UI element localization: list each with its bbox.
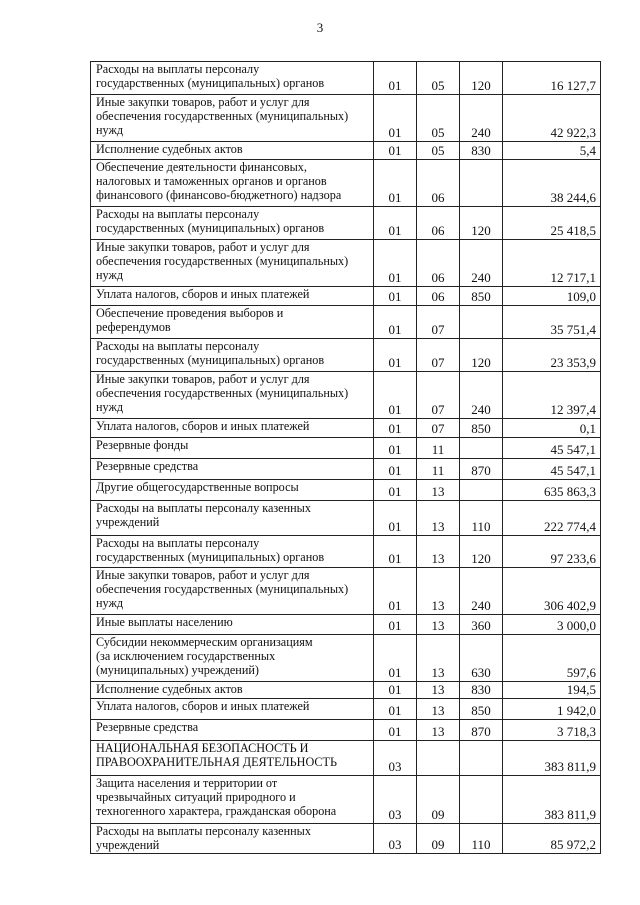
subsection-code: 06: [431, 190, 445, 205]
section-code: 01: [388, 355, 402, 370]
section-code: 01: [388, 618, 402, 633]
table-row: [91, 459, 601, 480]
expense-name-cell: [91, 720, 374, 741]
amount-cell: [503, 741, 601, 776]
section-code-cell: [374, 682, 417, 699]
subsection-code-cell: [417, 372, 460, 419]
page-number: 3: [316, 20, 324, 35]
expense-type-code: 830: [471, 682, 491, 697]
amount-cell: [503, 615, 601, 635]
section-code-cell: [374, 615, 417, 635]
expense-type-code-cell: [460, 438, 503, 459]
expense-type-code-cell: [460, 419, 503, 438]
amount-cell: [503, 459, 601, 480]
amount: 3 718,3: [557, 724, 596, 739]
table-row: [91, 240, 601, 287]
table-row: [91, 824, 601, 854]
amount: 23 353,9: [550, 355, 596, 370]
expense-name: Иные закупки товаров, работ и услуг для обеспечения государственных (муниципальных) нужд: [96, 372, 349, 414]
expense-type-code-cell: [460, 95, 503, 142]
subsection-code: 13: [431, 665, 445, 680]
section-code-cell: [374, 741, 417, 776]
amount-cell: [503, 142, 601, 160]
expense-name-cell: [91, 699, 374, 720]
section-code-cell: [374, 240, 417, 287]
amount: 85 972,2: [550, 837, 596, 852]
amount-cell: [503, 635, 601, 682]
expense-name-cell: [91, 568, 374, 615]
expense-name: Расходы на выплаты персоналу государственных (муниципальных) органов: [96, 207, 325, 235]
expense-type-code: 830: [471, 143, 491, 158]
expense-name: Иные закупки товаров, работ и услуг для обеспечения государственных (муниципальных) нужд: [96, 568, 349, 610]
expense-type-code-cell: [460, 568, 503, 615]
table-row: [91, 62, 601, 95]
section-code: 01: [388, 190, 402, 205]
subsection-code-cell: [417, 142, 460, 160]
expense-name-cell: [91, 741, 374, 776]
expense-name: Иные закупки товаров, работ и услуг для обеспечения государственных (муниципальных) нужд: [96, 95, 349, 137]
expense-name-cell: [91, 62, 374, 95]
amount-cell: [503, 372, 601, 419]
section-code: 01: [388, 322, 402, 337]
expense-type-code-cell: [460, 741, 503, 776]
expense-type-code: 850: [471, 703, 491, 718]
amount: 306 402,9: [544, 598, 596, 613]
expense-name: Резервные фонды: [96, 438, 189, 452]
table-row: [91, 682, 601, 699]
amount-cell: [503, 776, 601, 824]
section-code: 01: [388, 724, 402, 739]
subsection-code-cell: [417, 62, 460, 95]
table-row: [91, 287, 601, 306]
section-code-cell: [374, 824, 417, 854]
expense-type-code: 240: [471, 402, 491, 417]
table-row: [91, 635, 601, 682]
expense-type-code-cell: [460, 306, 503, 339]
amount-cell: [503, 339, 601, 372]
expense-name: Расходы на выплаты персоналу государственных (муниципальных) органов: [96, 536, 325, 564]
expense-type-code: 110: [471, 837, 491, 852]
expense-name-cell: [91, 682, 374, 699]
subsection-code-cell: [417, 635, 460, 682]
expense-type-code-cell: [460, 720, 503, 741]
subsection-code: 13: [431, 598, 445, 613]
subsection-code-cell: [417, 776, 460, 824]
expense-name-cell: [91, 160, 374, 207]
expense-name: Расходы на выплаты персоналу казенных учреждений: [96, 824, 311, 852]
expense-name-cell: [91, 306, 374, 339]
table-row: [91, 339, 601, 372]
amount-cell: [503, 720, 601, 741]
subsection-code-cell: [417, 615, 460, 635]
budget-table: [90, 61, 601, 854]
amount-cell: [503, 419, 601, 438]
expense-name: Иные закупки товаров, работ и услуг для обеспечения государственных (муниципальных) нужд: [96, 240, 349, 282]
subsection-code: 06: [431, 223, 445, 238]
section-code: 01: [388, 78, 402, 93]
subsection-code: 05: [431, 78, 445, 93]
subsection-code-cell: [417, 720, 460, 741]
amount: 35 751,4: [550, 322, 596, 337]
expense-type-code: 850: [471, 421, 491, 436]
table-row: [91, 207, 601, 240]
amount-cell: [503, 699, 601, 720]
expense-type-code-cell: [460, 699, 503, 720]
amount: 12 717,1: [550, 270, 596, 285]
amount: 12 397,4: [550, 402, 596, 417]
expense-name-cell: [91, 339, 374, 372]
expense-type-code: 240: [471, 270, 491, 285]
amount: 45 547,1: [550, 463, 596, 478]
subsection-code-cell: [417, 287, 460, 306]
subsection-code-cell: [417, 339, 460, 372]
subsection-code-cell: [417, 438, 460, 459]
expense-type-code-cell: [460, 459, 503, 480]
section-code-cell: [374, 339, 417, 372]
subsection-code: 07: [431, 322, 445, 337]
expense-type-code: 870: [471, 724, 491, 739]
subsection-code-cell: [417, 536, 460, 568]
expense-type-code-cell: [460, 372, 503, 419]
subsection-code: 06: [431, 270, 445, 285]
amount: 194,5: [566, 682, 596, 697]
table-row: [91, 372, 601, 419]
subsection-code: 05: [431, 143, 445, 158]
section-code: 01: [388, 402, 402, 417]
amount: 45 547,1: [550, 442, 596, 457]
amount-cell: [503, 568, 601, 615]
subsection-code: 05: [431, 125, 445, 140]
amount: 42 922,3: [550, 125, 596, 140]
expense-name-cell: [91, 419, 374, 438]
section-code: 01: [388, 289, 402, 304]
expense-type-code-cell: [460, 287, 503, 306]
section-code-cell: [374, 635, 417, 682]
amount: 0,1: [579, 421, 596, 436]
table-row: [91, 480, 601, 501]
table-row: [91, 160, 601, 207]
expense-name: Исполнение судебных актов: [96, 682, 243, 696]
expense-name-cell: [91, 480, 374, 501]
section-code: 03: [388, 807, 402, 822]
expense-name: Резервные средства: [96, 720, 199, 734]
expense-name: Расходы на выплаты персоналу казенных учреждений: [96, 501, 311, 529]
amount-cell: [503, 682, 601, 699]
expense-type-code-cell: [460, 142, 503, 160]
amount: 109,0: [566, 289, 596, 304]
expense-name: Резервные средства: [96, 459, 199, 473]
amount-cell: [503, 306, 601, 339]
section-code: 01: [388, 223, 402, 238]
section-code-cell: [374, 480, 417, 501]
expense-type-code-cell: [460, 160, 503, 207]
expense-name-cell: [91, 207, 374, 240]
expense-name: Защита населения и территории от чрезвычайных ситуаций природного и техногенного характера, гражданская оборона: [96, 776, 337, 818]
section-code-cell: [374, 536, 417, 568]
expense-name-cell: [91, 142, 374, 160]
expense-name-cell: [91, 95, 374, 142]
expense-name: Расходы на выплаты персоналу государственных (муниципальных) органов: [96, 339, 325, 367]
amount: 383 811,9: [544, 807, 596, 822]
expense-name: Уплата налогов, сборов и иных платежей: [96, 419, 310, 433]
expense-type-code: 110: [471, 519, 491, 534]
expense-name: Другие общегосударственные вопросы: [96, 480, 299, 494]
amount: 5,4: [579, 143, 596, 158]
section-code: 01: [388, 682, 402, 697]
expense-type-code: 870: [471, 463, 491, 478]
expense-name: НАЦИОНАЛЬНАЯ БЕЗОПАСНОСТЬ И ПРАВООХРАНИТЕЛЬНАЯ ДЕЯТЕЛЬНОСТЬ: [96, 741, 337, 769]
subsection-code-cell: [417, 95, 460, 142]
table-row: [91, 142, 601, 160]
subsection-code: 07: [431, 355, 445, 370]
subsection-code: 07: [431, 421, 445, 436]
section-code-cell: [374, 62, 417, 95]
section-code-cell: [374, 776, 417, 824]
section-code: 01: [388, 703, 402, 718]
expense-type-code-cell: [460, 207, 503, 240]
section-code: 01: [388, 270, 402, 285]
expense-name-cell: [91, 635, 374, 682]
amount-cell: [503, 536, 601, 568]
section-code-cell: [374, 207, 417, 240]
section-code-cell: [374, 287, 417, 306]
section-code: 01: [388, 665, 402, 680]
section-code-cell: [374, 501, 417, 536]
expense-name-cell: [91, 615, 374, 635]
expense-name: Иные выплаты населению: [96, 615, 233, 629]
amount: 97 233,6: [550, 551, 596, 566]
amount-cell: [503, 240, 601, 287]
section-code-cell: [374, 372, 417, 419]
expense-type-code-cell: [460, 240, 503, 287]
subsection-code-cell: [417, 306, 460, 339]
subsection-code-cell: [417, 699, 460, 720]
expense-name-cell: [91, 536, 374, 568]
subsection-code-cell: [417, 240, 460, 287]
section-code: 01: [388, 125, 402, 140]
expense-type-code-cell: [460, 615, 503, 635]
amount-cell: [503, 287, 601, 306]
expense-name-cell: [91, 459, 374, 480]
table-row: [91, 776, 601, 824]
expense-type-code-cell: [460, 682, 503, 699]
amount-cell: [503, 160, 601, 207]
table-row: [91, 438, 601, 459]
table-row: [91, 720, 601, 741]
amount: 635 863,3: [544, 484, 596, 499]
expense-name: Субсидии некоммерческим организациям (за исключением государственных (муниципальных) учреждений): [96, 635, 313, 677]
subsection-code: 13: [431, 703, 445, 718]
amount-cell: [503, 95, 601, 142]
expense-type-code: 120: [471, 551, 491, 566]
subsection-code-cell: [417, 419, 460, 438]
section-code: 01: [388, 484, 402, 499]
table-row: [91, 95, 601, 142]
subsection-code-cell: [417, 824, 460, 854]
amount: 222 774,4: [544, 519, 596, 534]
expense-type-code: 240: [471, 598, 491, 613]
section-code: 01: [388, 598, 402, 613]
amount-cell: [503, 62, 601, 95]
section-code: 01: [388, 143, 402, 158]
expense-type-code: 850: [471, 289, 491, 304]
amount-cell: [503, 501, 601, 536]
table-row: [91, 501, 601, 536]
subsection-code-cell: [417, 207, 460, 240]
subsection-code-cell: [417, 480, 460, 501]
expense-name: Уплата налогов, сборов и иных платежей: [96, 699, 310, 713]
amount-cell: [503, 438, 601, 459]
subsection-code: 06: [431, 289, 445, 304]
amount: 1 942,0: [557, 703, 596, 718]
amount: 25 418,5: [550, 223, 596, 238]
expense-name-cell: [91, 372, 374, 419]
expense-name: Расходы на выплаты персоналу государственных (муниципальных) органов: [96, 62, 325, 90]
expense-name: Обеспечение деятельности финансовых, налоговых и таможенных органов и органов финансового (финансово-бюджетного) надзора: [96, 160, 342, 202]
section-code: 03: [388, 759, 402, 774]
expense-name: Уплата налогов, сборов и иных платежей: [96, 287, 310, 301]
table-row: [91, 536, 601, 568]
subsection-code: 11: [431, 442, 445, 457]
amount-cell: [503, 207, 601, 240]
table-row: [91, 741, 601, 776]
expense-name-cell: [91, 240, 374, 287]
amount: 383 811,9: [544, 759, 596, 774]
amount-cell: [503, 824, 601, 854]
expense-type-code-cell: [460, 635, 503, 682]
section-code: 03: [388, 837, 402, 852]
expense-type-code: 240: [471, 125, 491, 140]
table-row: [91, 306, 601, 339]
amount: 597,6: [566, 665, 596, 680]
section-code: 01: [388, 442, 402, 457]
amount: 3 000,0: [557, 618, 596, 633]
section-code-cell: [374, 699, 417, 720]
section-code-cell: [374, 720, 417, 741]
section-code-cell: [374, 459, 417, 480]
expense-type-code-cell: [460, 501, 503, 536]
expense-type-code: 360: [471, 618, 491, 633]
subsection-code-cell: [417, 741, 460, 776]
expense-type-code-cell: [460, 776, 503, 824]
section-code: 01: [388, 463, 402, 478]
subsection-code: 13: [431, 724, 445, 739]
subsection-code: 13: [431, 519, 445, 534]
table-row: [91, 419, 601, 438]
expense-name: Обеспечение проведения выборов и референдумов: [96, 306, 284, 334]
subsection-code: 13: [431, 682, 445, 697]
section-code-cell: [374, 142, 417, 160]
table-row: [91, 615, 601, 635]
expense-type-code-cell: [460, 480, 503, 501]
table-row: [91, 568, 601, 615]
subsection-code-cell: [417, 682, 460, 699]
expense-type-code-cell: [460, 62, 503, 95]
section-code-cell: [374, 568, 417, 615]
subsection-code: 13: [431, 551, 445, 566]
expense-name-cell: [91, 776, 374, 824]
subsection-code-cell: [417, 459, 460, 480]
section-code: 01: [388, 519, 402, 534]
subsection-code: 13: [431, 484, 445, 499]
subsection-code: 11: [431, 463, 445, 478]
expense-type-code: 120: [471, 223, 491, 238]
expense-type-code-cell: [460, 339, 503, 372]
budget-table-body: [91, 62, 601, 854]
section-code-cell: [374, 160, 417, 207]
section-code: 01: [388, 421, 402, 436]
expense-type-code: 120: [471, 355, 491, 370]
subsection-code: 13: [431, 618, 445, 633]
expense-name: Исполнение судебных актов: [96, 142, 243, 156]
expense-type-code-cell: [460, 536, 503, 568]
section-code-cell: [374, 419, 417, 438]
expense-name-cell: [91, 824, 374, 854]
expense-type-code: 120: [471, 78, 491, 93]
amount: 16 127,7: [550, 78, 596, 93]
subsection-code: 09: [431, 807, 445, 822]
amount: 38 244,6: [550, 190, 596, 205]
section-code: 01: [388, 551, 402, 566]
section-code-cell: [374, 95, 417, 142]
section-code-cell: [374, 306, 417, 339]
subsection-code-cell: [417, 501, 460, 536]
subsection-code: 09: [431, 837, 445, 852]
amount-cell: [503, 480, 601, 501]
section-code-cell: [374, 438, 417, 459]
expense-type-code-cell: [460, 824, 503, 854]
expense-type-code: 630: [471, 665, 491, 680]
subsection-code-cell: [417, 160, 460, 207]
expense-name-cell: [91, 501, 374, 536]
subsection-code-cell: [417, 568, 460, 615]
expense-name-cell: [91, 287, 374, 306]
table-row: [91, 699, 601, 720]
expense-name-cell: [91, 438, 374, 459]
subsection-code: 07: [431, 402, 445, 417]
